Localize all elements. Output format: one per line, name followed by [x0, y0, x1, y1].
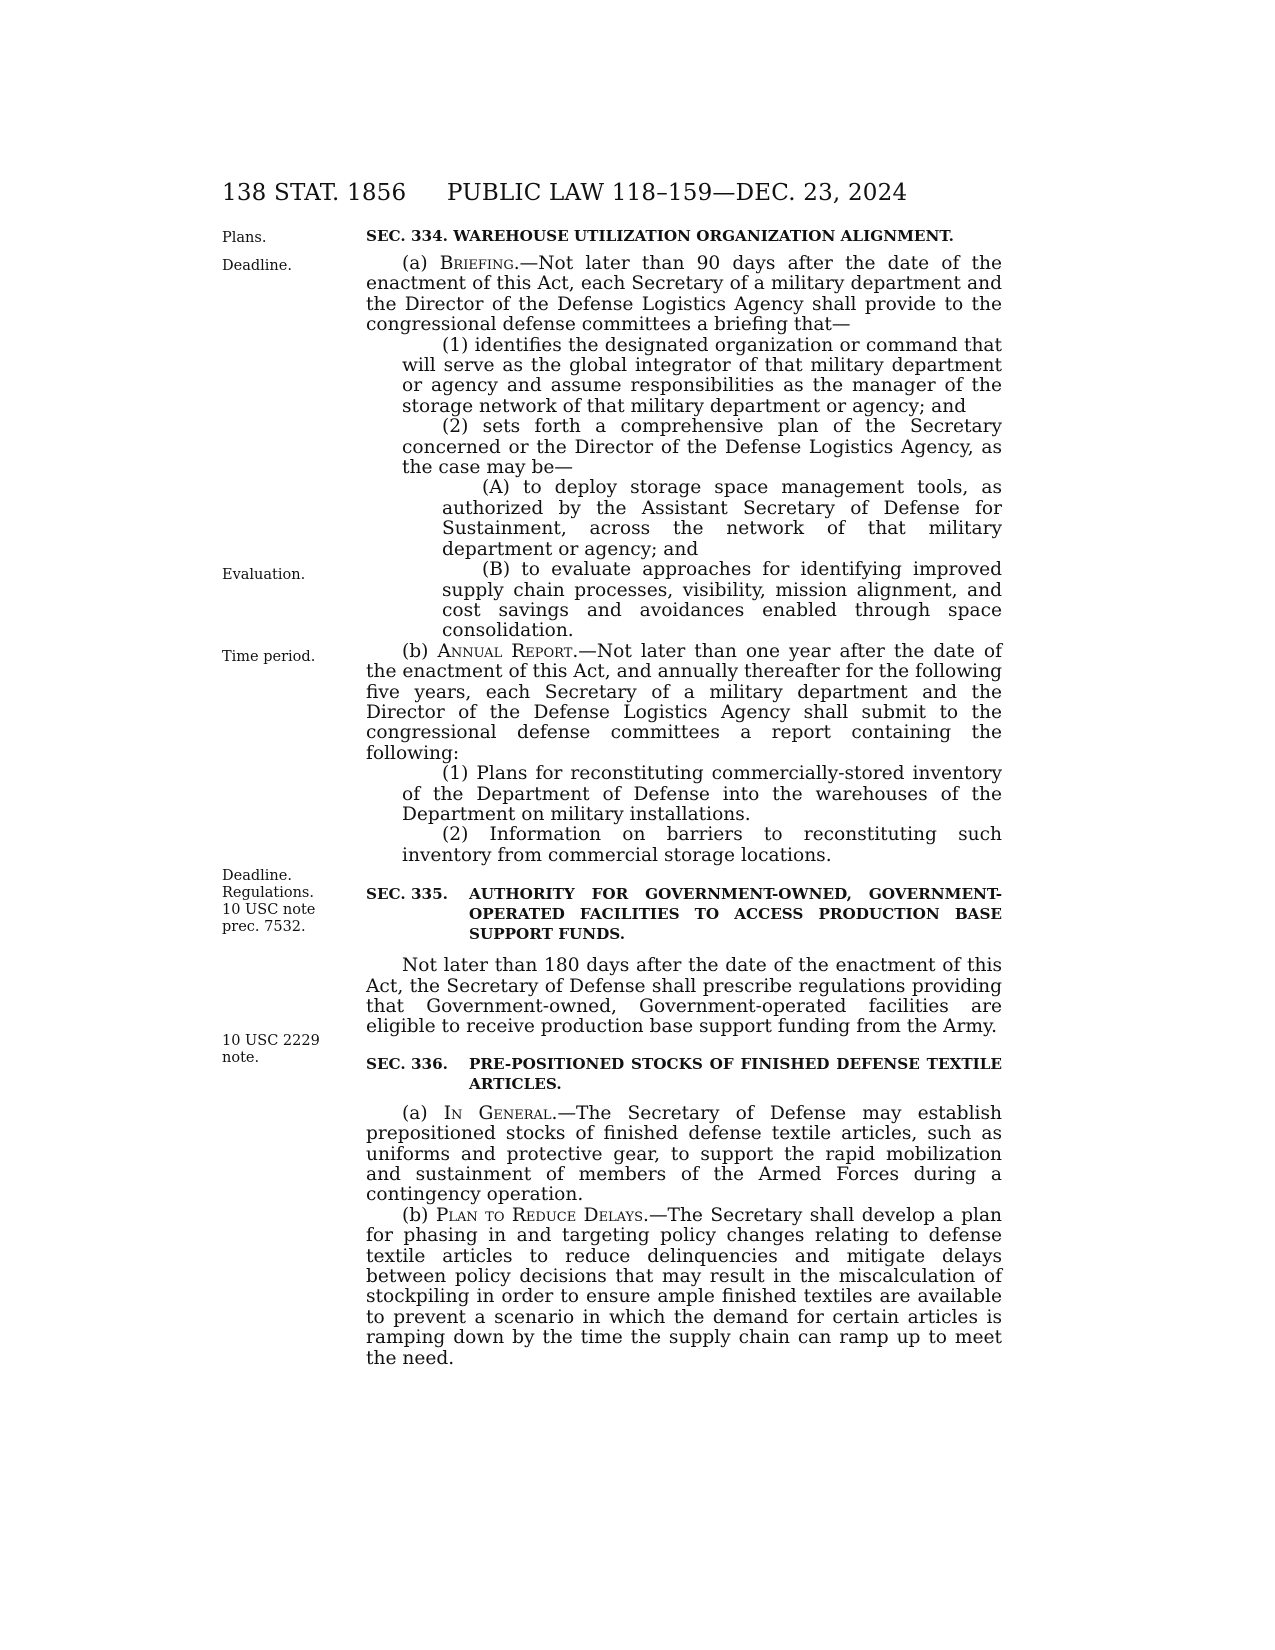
- stat-page-number: 138 STAT. 1856: [222, 180, 407, 206]
- sec334-b-paragraph-1: (1) Plans for reconstituting commercially-stored inventory of the Department of Defense into the warehouses of the Department on military installations.: [402, 763, 1002, 825]
- sec336-b-text: .—The Secretary shall develop a plan for phasing in and targeting policy changes relating to defense textile articles to reduce delinquencies and mitigate delays between policy decisions that may result in the miscalculation of stockpiling in order to ensure ample finished textiles are available to prevent a scenario in which the demand for certain articles is ramping down by the time the supply chain can ramp up to meet the need.: [366, 1204, 1003, 1369]
- sec336-subsection-a: [366, 1104, 1002, 1206]
- sec334-a-paragraph-2: (2) sets forth a comprehensive plan of the Secretary concerned or the Director of the Defense Logistics Agency, as the case may be—: [402, 416, 1002, 479]
- law-title: PUBLIC LAW 118–159—DEC. 23, 2024: [447, 180, 908, 206]
- sec334-a-2-subparagraph-B: (B) to evaluate approaches for identifying improved supply chain processes, visibility, mission alignment, and cost savings and avoidances enabled through space consolidation.: [442, 559, 1002, 642]
- sec334-heading: SEC. 334. WAREHOUSE UTILIZATION ORGANIZATION ALIGNMENT.: [366, 227, 954, 245]
- sec334-subsection-b: [366, 642, 1002, 764]
- sec336-a-text: .—The Secretary of Defense may establish prepositioned stocks of finished defense textile articles, such as uniforms and protective gear, to support the rapid mobilization and sustainment of members of the Armed Forces during a contingency operation.: [366, 1102, 1002, 1206]
- sec336-title: PRE-POSITIONED STOCKS OF FINISHED DEFENSE TEXTILE ARTICLES.: [469, 1054, 1002, 1093]
- sec335-title: AUTHORITY FOR GOVERNMENT-OWNED, GOVERNMENT-OPERATED FACILITIES TO ACCESS PRODUCTION BASE SUPPORT FUNDS.: [469, 885, 1002, 944]
- sec334-b-caption: Annual Report: [437, 640, 573, 662]
- side-note-evaluation: Evaluation.: [222, 567, 306, 583]
- side-note-plans: Plans.: [222, 230, 267, 246]
- sec334-subsection-a: [366, 254, 1002, 336]
- side-note-line: 10 USC 2229: [222, 1033, 320, 1049]
- sec334-a-caption: Briefing: [439, 253, 514, 274]
- sec334-a-text: .—Not later than 90 days after the date of the enactment of this Act, each Secretary of a military department and the Director of the Defense Logistics Agency shall provide to the congressional defense committees a briefing that—: [366, 253, 1002, 336]
- sec334-b-label: (b): [402, 640, 438, 662]
- sec334-a-label: (a): [402, 253, 440, 274]
- side-note-sec335: [222, 868, 332, 936]
- sec336-a-caption: In General: [443, 1102, 552, 1124]
- page-header: [222, 180, 1002, 216]
- sec336-heading: [366, 1054, 1002, 1094]
- sec336-label: SEC. 336.: [366, 1054, 448, 1073]
- body-text: [366, 226, 1002, 1369]
- sec336-a-label: (a): [402, 1102, 444, 1124]
- side-note-line: prec. 7532.: [222, 919, 306, 935]
- sec335-heading: [366, 884, 1002, 944]
- sec336-b-caption: Plan to Reduce Delays: [435, 1204, 644, 1226]
- sec335-text: Not later than 180 days after the date of the enactment of this Act, the Secretary of Defense shall prescribe regulations providing that Government-owned, Government-operated facilities are eligible to receive production base support funding from the Army.: [366, 955, 1002, 1038]
- sec334-b-paragraph-2: (2) Information on barriers to reconstituting such inventory from commercial storage locations.: [402, 824, 1002, 866]
- sec336-subsection-b: [366, 1206, 1002, 1369]
- side-note-deadline: Deadline.: [222, 258, 292, 274]
- sec336-b-label: (b): [402, 1204, 436, 1226]
- sec334-a-2-subparagraph-A: (A) to deploy storage space management tools, as authorized by the Assistant Secretary of Defense for Sustainment, across the network of that military department or agency; and: [442, 477, 1002, 560]
- side-note-line: Deadline.: [222, 868, 292, 884]
- side-note-line: Regulations.: [222, 885, 314, 901]
- sec335-label: SEC. 335.: [366, 885, 448, 904]
- sec334-a-paragraph-1: (1) identifies the designated organization or command that will serve as the global integrator of that military department or agency and assume responsibilities as the manager of the storage network of that military department or agency; and: [402, 334, 1002, 417]
- side-note-sec336: [222, 1033, 332, 1067]
- side-note-line: 10 USC note: [222, 902, 316, 918]
- sec334-b-text: .—Not later than one year after the date of the enactment of this Act, and annually thereafter for the following five years, each Secretary of a military department and the Director of the Defense Logistics Agency shall submit to the congressional defense committees a report containing the following:: [366, 640, 1002, 764]
- side-note-time-period: Time period.: [222, 649, 316, 665]
- side-note-line: note.: [222, 1050, 260, 1066]
